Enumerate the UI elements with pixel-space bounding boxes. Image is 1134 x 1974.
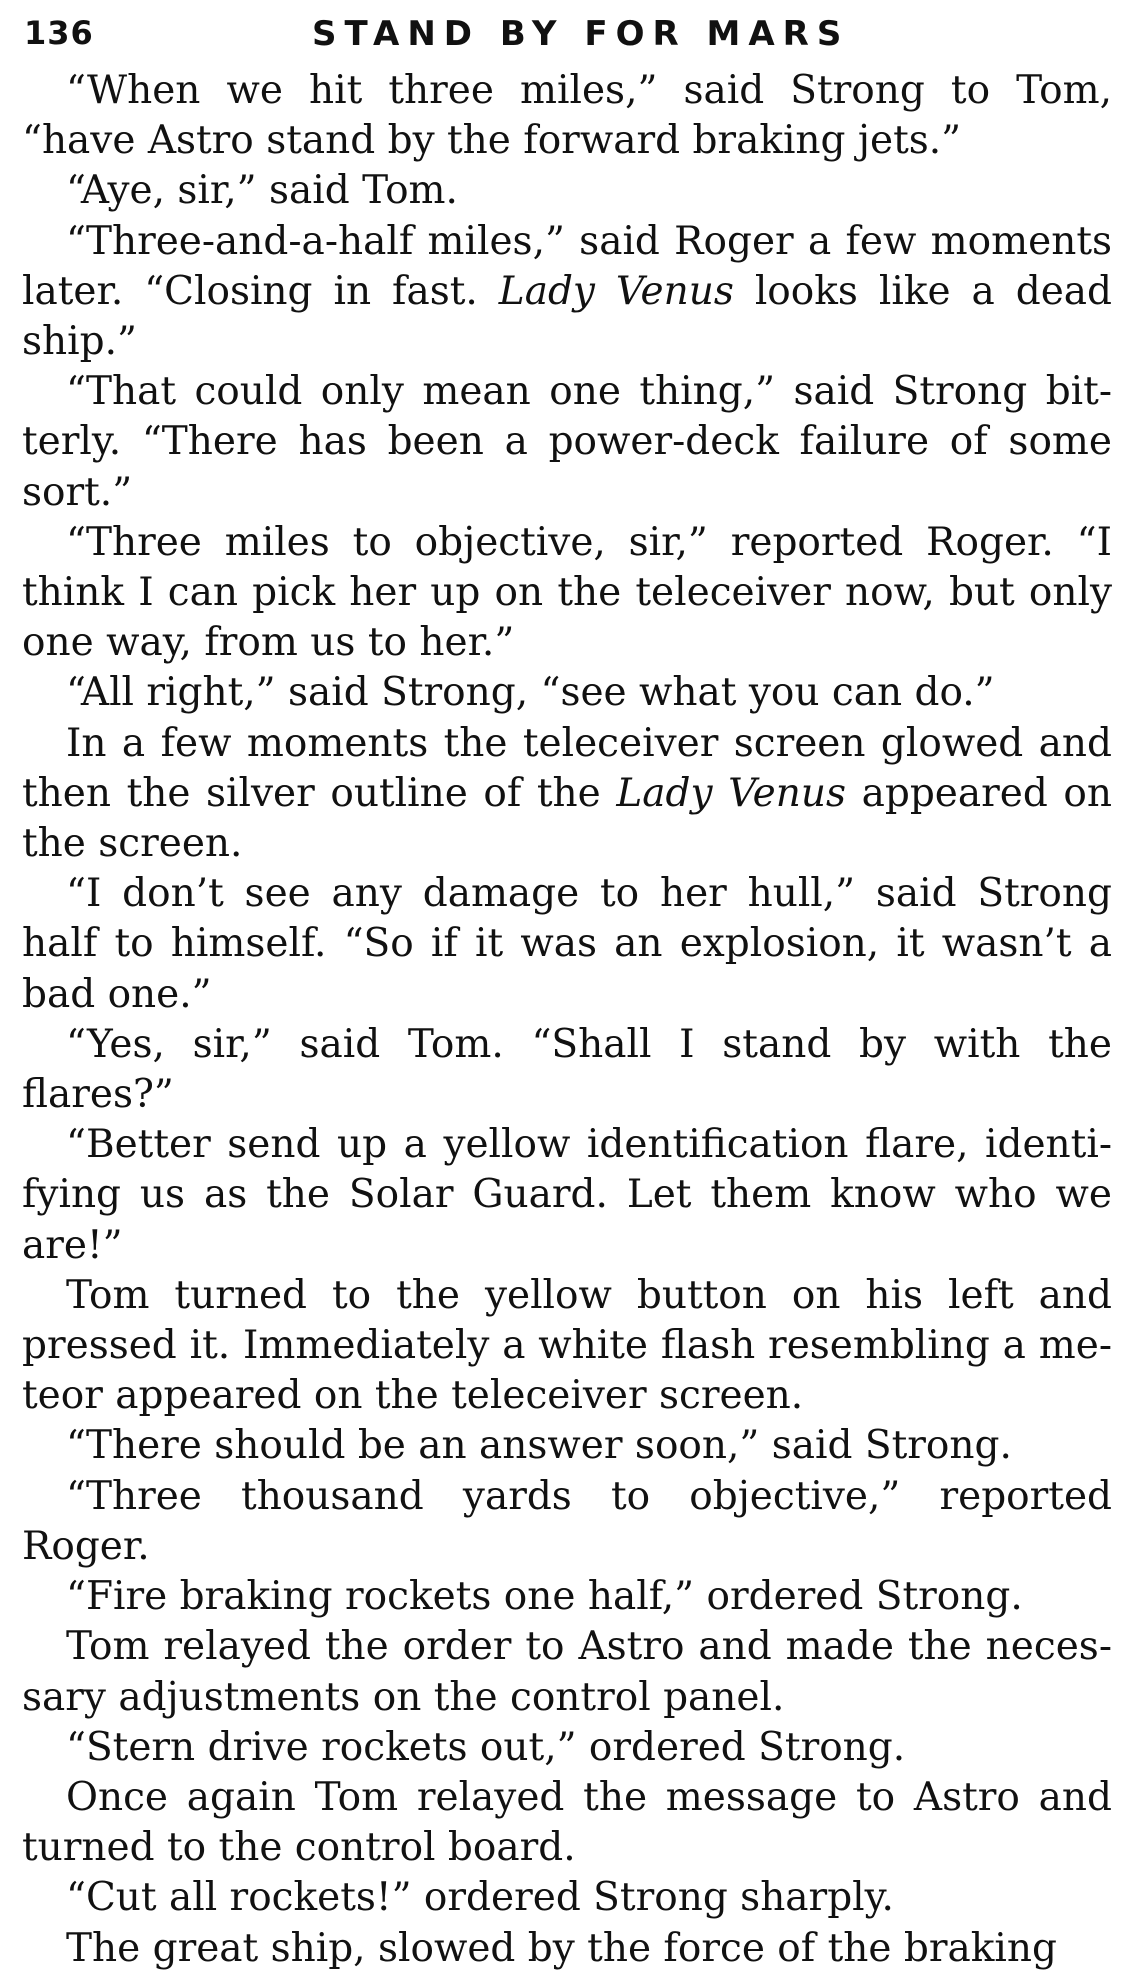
text-segment: “Stern drive rockets out,” ordered Strong. [66, 1724, 906, 1770]
paragraph [22, 1421, 1112, 1471]
book-page [22, 0, 1112, 1974]
text-segment: Tom turned to the yellow button on his left and pressed it. Immediately a white flash resembling a meteor appeared on the teleceiver screen. [22, 1272, 1112, 1419]
text-segment: “Fire braking rockets one half,” ordered Strong. [66, 1574, 1023, 1620]
text-segment: Once again Tom relayed the message to Astro and turned to the control board. [22, 1774, 1112, 1871]
text-segment: “That could only mean one thing,” said Strong bitterly. “There has been a power-deck failure of some sort.” [22, 369, 1112, 515]
paragraph [22, 1773, 1112, 1873]
italic-ship-name: Lady Venus [498, 268, 734, 314]
paragraph [22, 367, 1112, 518]
text-segment: “All right,” said Strong, “see what you can do.” [66, 670, 995, 716]
text-segment: “Three miles to objective, sir,” reported Roger. “I think I can pick her up on the teleceiver now, but only one way, from us to her.” [22, 519, 1112, 666]
text-segment: looks like a dead ship.” [22, 268, 1112, 365]
text-segment: “I don’t see any damage to her hull,” said Strong half to himself. “So if it was an explosion, it wasn’t a bad one.” [22, 871, 1112, 1017]
text-segment: The great ship, slowed by the force of the braking [66, 1925, 1057, 1971]
paragraph [22, 869, 1112, 1020]
text-segment: “When we hit three miles,” said Strong to Tom, “have Astro stand by the forward braking jets.” [22, 68, 1112, 164]
paragraph [22, 1472, 1112, 1572]
paragraph [22, 1020, 1112, 1120]
text-segment: appeared on the screen. [22, 770, 1113, 867]
paragraph [22, 1873, 1112, 1923]
paragraph [22, 217, 1112, 368]
page-header [22, 0, 1112, 66]
paragraph [22, 719, 1112, 870]
paragraph [22, 1622, 1112, 1722]
paragraph [22, 1572, 1112, 1622]
paragraph [22, 1271, 1112, 1422]
paragraph [22, 166, 1112, 216]
page-number: 136 [24, 14, 94, 52]
running-head: STAND BY FOR MARS [312, 14, 850, 54]
paragraph [22, 668, 1112, 718]
text-segment: “Three thousand yards to objective,” reported Roger. [22, 1473, 1112, 1569]
paragraph [22, 1120, 1112, 1271]
text-segment: “Three-and-a-half miles,” said Roger a few moments later. “Closing in fast. [22, 218, 1112, 314]
body-text [22, 66, 1112, 1974]
paragraph [22, 1924, 1112, 1974]
italic-ship-name: Lady Venus [616, 770, 847, 816]
text-segment: In a few moments the teleceiver screen glowed and then the silver outline of the [22, 720, 1112, 816]
text-segment: “Better send up a yellow identification flare, identifying us as the Solar Guard. Let them know who we are!” [22, 1122, 1112, 1268]
paragraph [22, 1723, 1112, 1773]
text-segment: “Aye, sir,” said Tom. [66, 168, 458, 214]
text-segment: “Cut all rockets!” ordered Strong sharply. [66, 1875, 894, 1921]
text-segment: “Yes, sir,” said Tom. “Shall I stand by with the flares?” [22, 1021, 1112, 1118]
text-segment: Tom relayed the order to Astro and made the necessary adjustments on the control panel. [22, 1624, 1112, 1720]
paragraph [22, 66, 1112, 166]
paragraph [22, 518, 1112, 669]
text-segment: “There should be an answer soon,” said Strong. [66, 1423, 1012, 1469]
